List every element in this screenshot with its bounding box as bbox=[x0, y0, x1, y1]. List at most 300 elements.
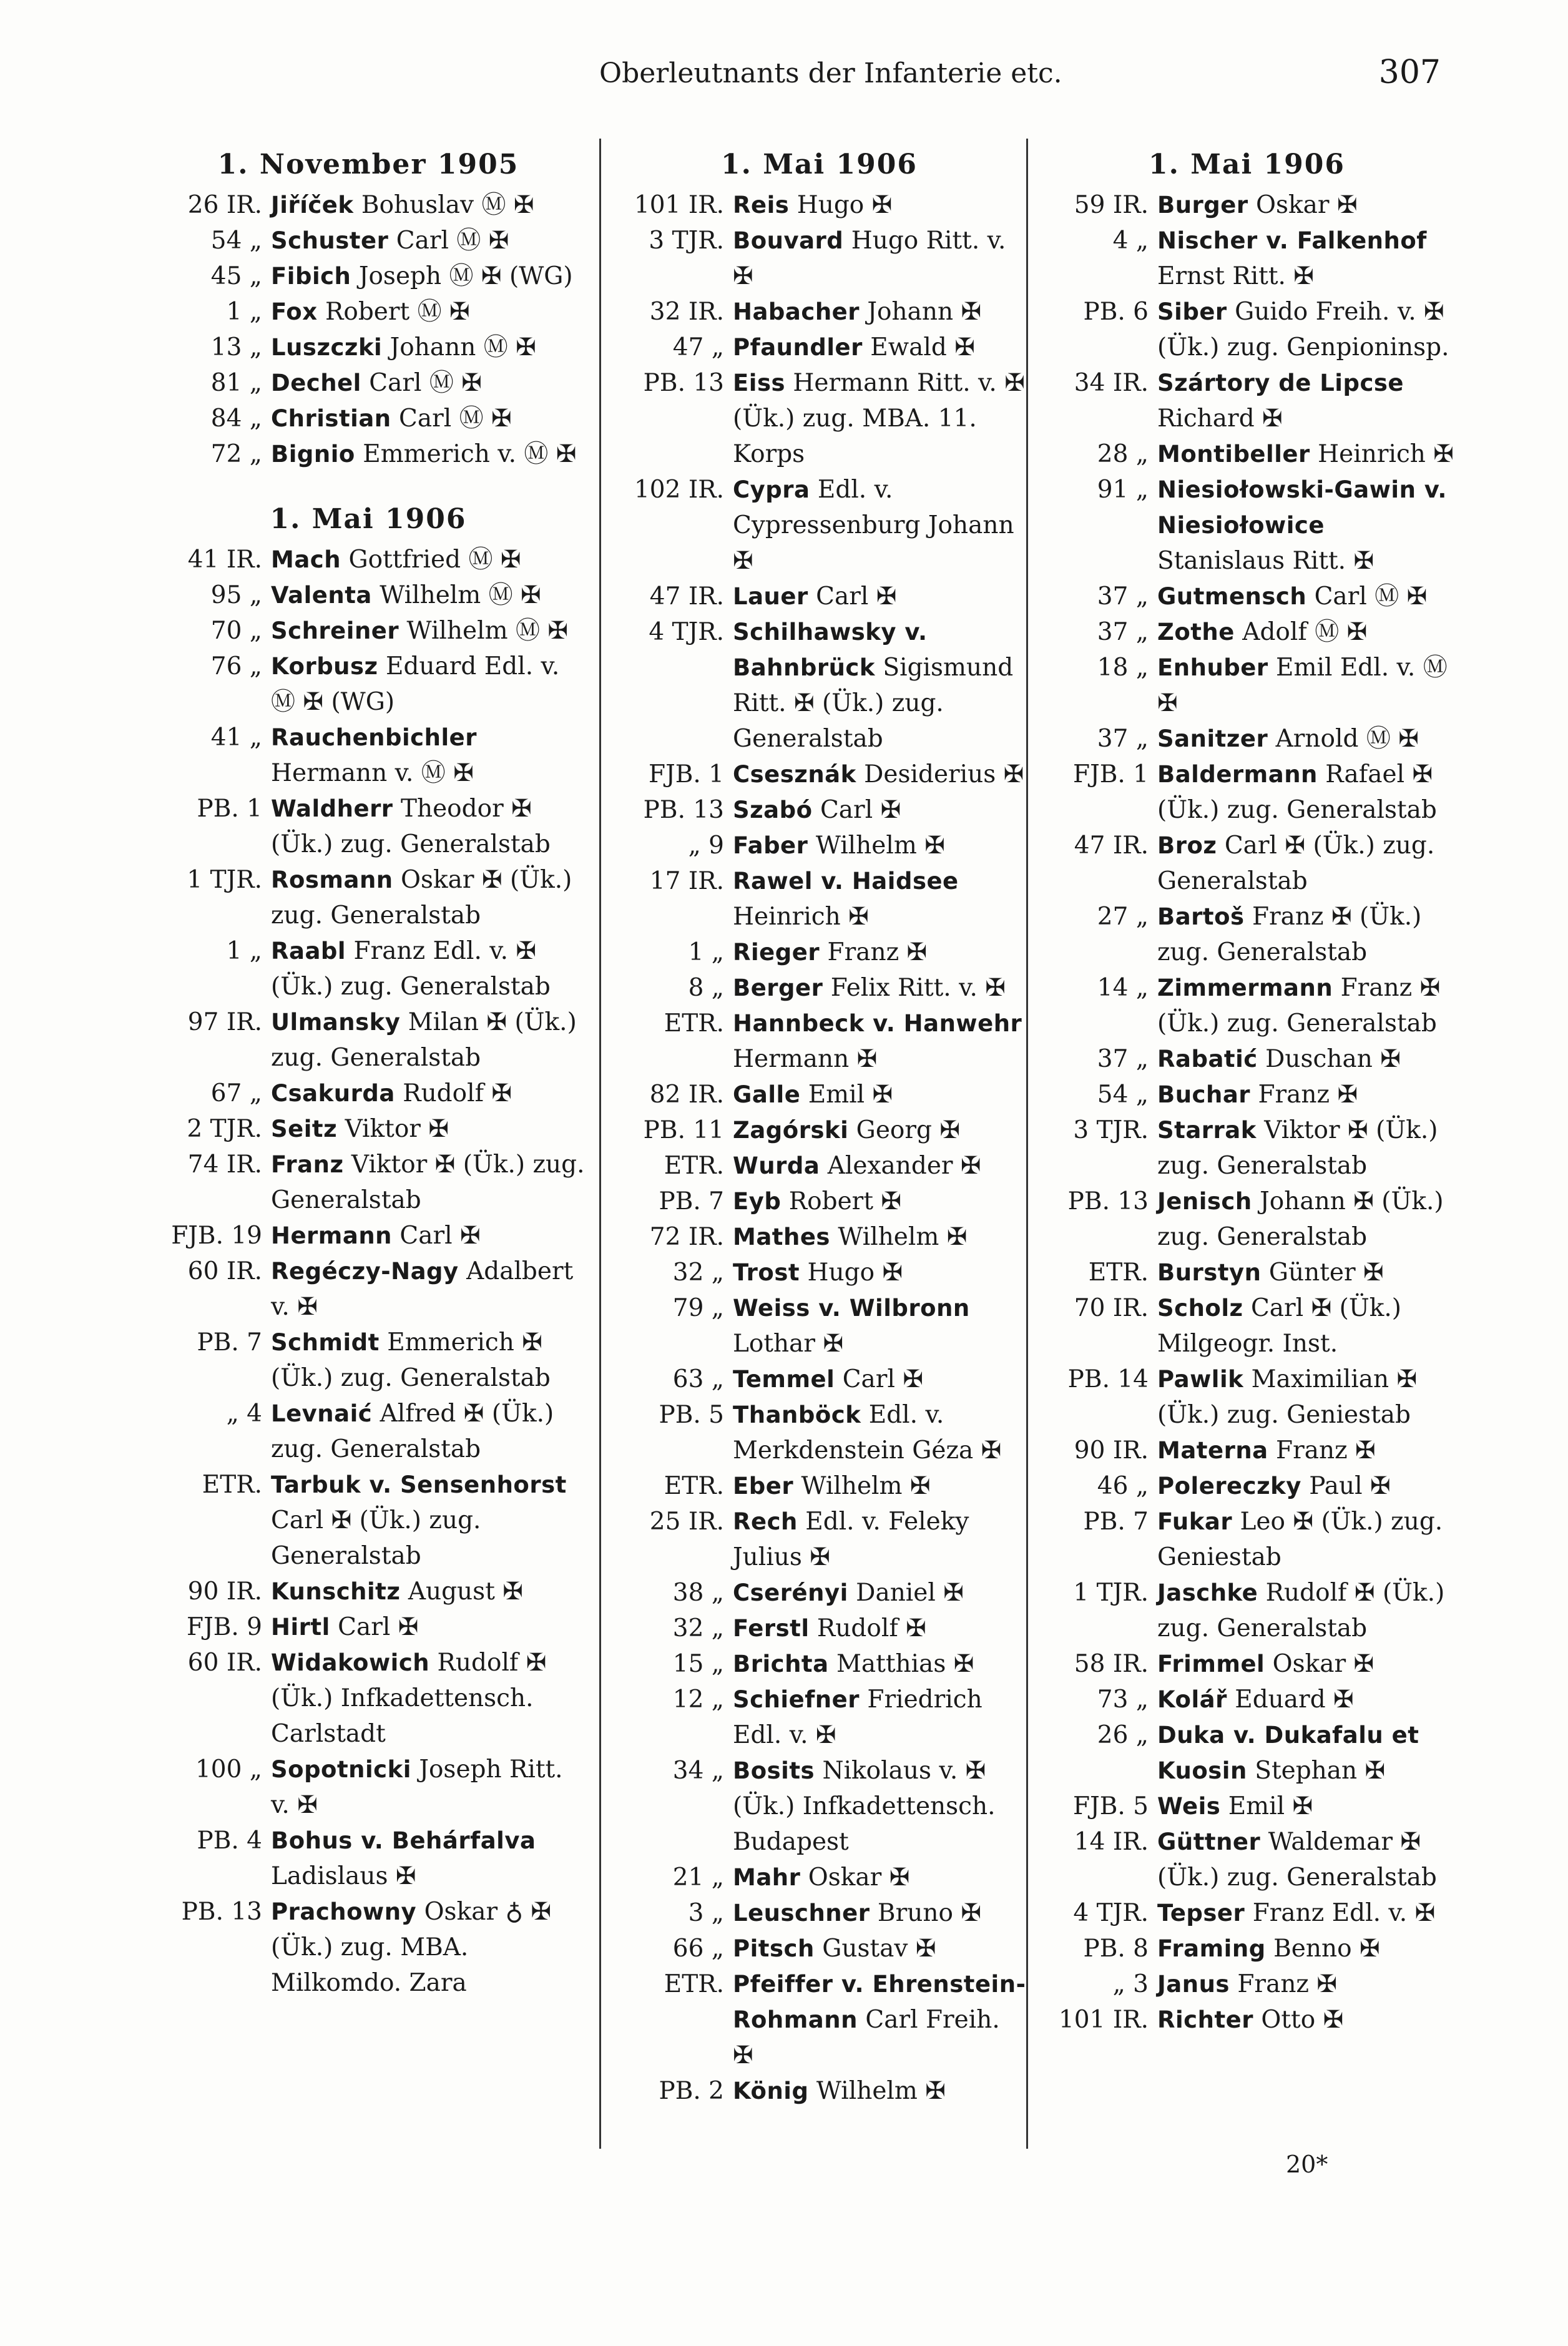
surname: Ulmansky bbox=[271, 1009, 401, 1036]
given-name-and-honours: Wilhelm ✠ bbox=[801, 1472, 931, 1500]
officer-details bbox=[1157, 721, 1458, 757]
roster-entry bbox=[612, 1931, 1027, 1966]
surname: Richter bbox=[1157, 2006, 1253, 2033]
unit-number: 91 „ bbox=[1097, 476, 1149, 504]
surname: Schuster bbox=[271, 227, 389, 254]
surname: Brichta bbox=[733, 1651, 829, 1677]
given-name-and-honours: Guido Freih. v. ✠ (Ük.) zug. Genpioninsp. bbox=[1157, 298, 1449, 361]
roster-entry bbox=[612, 1112, 1027, 1148]
surname: Bartoš bbox=[1157, 903, 1245, 930]
unit-number: FJB. 9 bbox=[187, 1613, 262, 1641]
surname: Ferstl bbox=[733, 1615, 810, 1642]
roster-entry bbox=[1036, 1255, 1458, 1290]
officer-details bbox=[1157, 828, 1458, 899]
roster-entry bbox=[612, 1682, 1027, 1753]
unit-number: 1 „ bbox=[226, 937, 262, 965]
roster-entry bbox=[1036, 1290, 1458, 1362]
given-name-and-honours: Stanislaus Ritt. ✠ bbox=[1157, 547, 1374, 575]
officer-details bbox=[271, 577, 587, 613]
roster-entry bbox=[612, 1255, 1027, 1290]
officer-details bbox=[271, 1645, 587, 1752]
surname: Korbusz bbox=[271, 653, 378, 680]
surname: Jaschke bbox=[1157, 1579, 1258, 1606]
surname: Burstyn bbox=[1157, 1259, 1262, 1286]
unit-number: 4 TJR. bbox=[649, 618, 724, 646]
given-name-and-honours: Alfred ✠ (Ük.) zug. Generalstab bbox=[271, 1400, 554, 1463]
officer-details bbox=[271, 791, 587, 862]
unit-number: PB. 11 bbox=[643, 1116, 724, 1144]
roster-entry bbox=[150, 294, 587, 330]
given-name-and-honours: Emil ✠ bbox=[1228, 1792, 1313, 1820]
roster-entry bbox=[1036, 365, 1458, 436]
surname: Franz bbox=[271, 1151, 344, 1178]
roster-entry bbox=[1036, 1504, 1458, 1575]
column-1 bbox=[150, 142, 587, 2001]
surname: Kolář bbox=[1157, 1686, 1227, 1713]
unit-number: 82 IR. bbox=[649, 1081, 724, 1109]
unit-number: 60 IR. bbox=[187, 1257, 262, 1285]
roster-entry bbox=[1036, 1931, 1458, 1966]
roster-entry bbox=[150, 1004, 587, 1076]
surname: Eiss bbox=[733, 370, 786, 396]
surname: Zimmermann bbox=[1157, 974, 1333, 1001]
unit-number: 26 „ bbox=[1097, 1721, 1149, 1749]
surname: Levnaić bbox=[271, 1400, 373, 1427]
unit-number: 34 „ bbox=[672, 1757, 724, 1785]
officer-details bbox=[1157, 1112, 1458, 1184]
officer-details bbox=[733, 1682, 1027, 1753]
surname: Schiefner bbox=[733, 1686, 860, 1713]
unit-number: 101 IR. bbox=[1058, 2006, 1149, 2034]
unit-number: PB. 14 bbox=[1067, 1365, 1149, 1393]
officer-details bbox=[733, 1575, 1027, 1611]
officer-details bbox=[271, 1111, 587, 1147]
given-name-and-honours: Richard ✠ bbox=[1157, 405, 1283, 433]
unit-number: 59 IR. bbox=[1074, 191, 1149, 219]
given-name-and-honours: Hugo Ritt. v. ✠ bbox=[733, 227, 1006, 290]
given-name-and-honours: Hermann Ritt. v. ✠ (Ük.) zug. MBA. 11. Korps bbox=[733, 369, 1025, 468]
officer-details bbox=[271, 1254, 587, 1325]
surname: Zagórski bbox=[733, 1117, 849, 1144]
surname: Cypra bbox=[733, 476, 810, 503]
officer-details bbox=[1157, 436, 1458, 472]
unit-number: PB. 13 bbox=[1067, 1187, 1149, 1215]
surname: Janus bbox=[1157, 1971, 1230, 1998]
given-name-and-honours: Waldemar ✠ (Ük.) zug. Generalstab bbox=[1157, 1828, 1437, 1892]
roster-entry bbox=[612, 828, 1027, 863]
unit-number: 81 „ bbox=[210, 369, 262, 397]
officer-details bbox=[1157, 1504, 1458, 1575]
unit-number: 45 „ bbox=[210, 262, 262, 290]
given-name-and-honours: Wilhelm ✠ bbox=[838, 1223, 968, 1251]
officer-details bbox=[1157, 1290, 1458, 1362]
given-name-and-honours: Felix Ritt. v. ✠ bbox=[830, 974, 1006, 1002]
unit-number: PB. 13 bbox=[643, 796, 724, 824]
roster-entry bbox=[1036, 436, 1458, 472]
roster-entry bbox=[150, 542, 587, 577]
page-number: 307 bbox=[1378, 54, 1441, 91]
unit-number: „ 4 bbox=[226, 1400, 262, 1428]
unit-number: 4 TJR. bbox=[1073, 1899, 1149, 1927]
roster-entry bbox=[612, 294, 1027, 330]
unit-number: ETR. bbox=[664, 1152, 724, 1180]
given-name-and-honours: Eduard ✠ bbox=[1235, 1686, 1354, 1714]
officer-details bbox=[1157, 365, 1458, 436]
surname: Trost bbox=[733, 1259, 800, 1286]
officer-details bbox=[271, 1218, 587, 1254]
officer-details bbox=[271, 1574, 587, 1609]
given-name-and-honours: Adolf Ⓜ ✠ bbox=[1242, 618, 1368, 646]
officer-details bbox=[733, 1611, 1027, 1646]
officer-details bbox=[733, 828, 1027, 863]
roster-entry bbox=[150, 1609, 587, 1645]
surname: Sanitzer bbox=[1157, 725, 1268, 752]
unit-number: 15 „ bbox=[672, 1650, 724, 1678]
roster-entry bbox=[150, 1396, 587, 1467]
roster-entry bbox=[150, 223, 587, 258]
officer-details bbox=[271, 330, 587, 365]
unit-number: 47 „ bbox=[672, 333, 724, 361]
officer-details bbox=[733, 1077, 1027, 1112]
roster-entry bbox=[1036, 1966, 1458, 2002]
given-name-and-honours: Wilhelm ✠ bbox=[816, 2077, 946, 2105]
roster-entry bbox=[612, 614, 1027, 757]
officer-details bbox=[1157, 1041, 1458, 1077]
given-name-and-honours: Viktor ✠ (Ük.) zug. Generalstab bbox=[1157, 1116, 1438, 1180]
roster-entry bbox=[612, 1646, 1027, 1682]
date-header: 1. November 1905 bbox=[217, 149, 519, 180]
unit-number: 47 IR. bbox=[1074, 832, 1149, 860]
unit-number: ETR. bbox=[664, 1970, 724, 1998]
unit-number: 72 „ bbox=[210, 440, 262, 468]
given-name-and-honours: Maximilian ✠ (Ük.) zug. Geniestab bbox=[1157, 1365, 1418, 1429]
surname: Baldermann bbox=[1157, 761, 1318, 788]
roster-entry bbox=[1036, 294, 1458, 365]
roster-entry bbox=[1036, 1433, 1458, 1468]
given-name-and-honours: Edl. v. Feleky Julius ✠ bbox=[733, 1508, 969, 1571]
unit-number: 37 „ bbox=[1097, 1045, 1149, 1073]
surname: Thanböck bbox=[733, 1401, 861, 1428]
surname: Cserényi bbox=[733, 1579, 848, 1606]
unit-number: PB. 13 bbox=[181, 1898, 262, 1926]
given-name-and-honours: Lothar ✠ bbox=[733, 1330, 844, 1358]
surname: Starrak bbox=[1157, 1117, 1257, 1144]
officer-details bbox=[271, 649, 587, 720]
roster-entry bbox=[150, 1467, 587, 1574]
roster-entry bbox=[1036, 1362, 1458, 1433]
roster-entry bbox=[150, 1325, 587, 1396]
given-name-and-honours: Emil Edl. v. Ⓜ ✠ bbox=[1157, 654, 1448, 717]
surname: Weiss v. Wilbronn bbox=[733, 1295, 970, 1322]
officer-details bbox=[733, 2073, 1027, 2109]
roster-entry bbox=[1036, 650, 1458, 721]
unit-number: PB. 8 bbox=[1083, 1935, 1149, 1963]
roster-entry bbox=[150, 1254, 587, 1325]
given-name-and-honours: Bruno ✠ bbox=[877, 1899, 981, 1927]
surname: Reis bbox=[733, 192, 790, 218]
unit-number: „ 3 bbox=[1112, 1970, 1149, 1998]
given-name-and-honours: Carl Freih. ✠ bbox=[733, 2006, 1000, 2069]
surname: Fukar bbox=[1157, 1508, 1233, 1535]
given-name-and-honours: Viktor ✠ (Ük.) zug. Generalstab bbox=[271, 1151, 585, 1214]
officer-details bbox=[271, 294, 587, 330]
surname: Lauer bbox=[733, 583, 808, 610]
officer-details bbox=[271, 1147, 587, 1218]
given-name-and-honours: Carl ✠ bbox=[399, 1222, 481, 1250]
roster-entry bbox=[150, 1218, 587, 1254]
roster-entry bbox=[1036, 1717, 1458, 1789]
officer-details bbox=[733, 1112, 1027, 1148]
surname: Regéczy-Nagy bbox=[271, 1258, 459, 1285]
surname: Mahr bbox=[733, 1864, 801, 1891]
unit-number: 1 „ bbox=[226, 298, 262, 326]
roster-entry bbox=[150, 1752, 587, 1823]
officer-details bbox=[1157, 1824, 1458, 1895]
date-header: 1. Mai 1906 bbox=[270, 503, 467, 535]
surname: Temmel bbox=[733, 1366, 835, 1393]
roster-entry bbox=[150, 1111, 587, 1147]
officer-details bbox=[271, 401, 587, 436]
surname: Scholz bbox=[1157, 1295, 1243, 1322]
surname: Szabó bbox=[733, 797, 813, 823]
given-name-and-honours: Robert Ⓜ ✠ bbox=[325, 298, 470, 326]
roster-entry bbox=[612, 365, 1027, 472]
surname: Bosits bbox=[733, 1757, 815, 1784]
roster-entry bbox=[150, 1574, 587, 1609]
roster-entry bbox=[150, 365, 587, 401]
unit-number: 37 „ bbox=[1097, 618, 1149, 646]
surname: Csakurda bbox=[271, 1080, 395, 1107]
surname: Schreiner bbox=[271, 617, 399, 644]
given-name-and-honours: Edl. v. Merkdenstein Géza ✠ bbox=[733, 1401, 1002, 1465]
unit-number: 58 IR. bbox=[1074, 1650, 1149, 1678]
column-3 bbox=[1036, 142, 1458, 2038]
given-name-and-honours: Eduard Edl. v. Ⓜ ✠ (WG) bbox=[271, 652, 560, 716]
surname: Fibich bbox=[271, 263, 351, 290]
surname: Zothe bbox=[1157, 619, 1235, 645]
officer-details bbox=[271, 1609, 587, 1645]
unit-number: PB. 1 bbox=[197, 795, 262, 823]
given-name-and-honours: Oskar ✠ bbox=[1256, 191, 1358, 219]
surname: Luszczki bbox=[271, 334, 383, 361]
officer-details bbox=[1157, 187, 1458, 223]
given-name-and-honours: Johann ✠ (Ük.) zug. Generalstab bbox=[1157, 1187, 1444, 1251]
roster-entry bbox=[150, 862, 587, 933]
surname: Nischer v. Falkenhof bbox=[1157, 227, 1427, 254]
given-name-and-honours: Carl ✠ bbox=[816, 582, 897, 611]
given-name-and-honours: Wilhelm Ⓜ ✠ bbox=[406, 617, 569, 645]
unit-number: 79 „ bbox=[672, 1294, 724, 1322]
unit-number: 28 „ bbox=[1097, 440, 1149, 468]
given-name-and-honours: Oskar ♁ ✠ (Ük.) zug. MBA. Milkomdo. Zara bbox=[271, 1898, 552, 1997]
officer-details bbox=[1157, 1717, 1458, 1789]
given-name-and-honours: Daniel ✠ bbox=[856, 1579, 964, 1607]
surname: Weis bbox=[1157, 1793, 1221, 1820]
given-name-and-honours: Wilhelm Ⓜ ✠ bbox=[380, 581, 541, 609]
surname: Pawlik bbox=[1157, 1366, 1244, 1393]
officer-details bbox=[733, 1290, 1027, 1362]
roster-entry bbox=[1036, 1789, 1458, 1824]
roster-entry bbox=[612, 472, 1027, 579]
given-name-and-honours: Carl ✠ (Ük.) zug. Generalstab bbox=[271, 1506, 481, 1570]
roster-entry bbox=[612, 1895, 1027, 1931]
roster-entry bbox=[1036, 757, 1458, 828]
unit-number: 32 „ bbox=[672, 1259, 724, 1287]
roster-entry bbox=[1036, 721, 1458, 757]
roster-entry bbox=[612, 1468, 1027, 1504]
surname: Leuschner bbox=[733, 1900, 870, 1926]
surname: Rosmann bbox=[271, 866, 393, 893]
surname: Duka v. Dukafalu et Kuosin bbox=[1157, 1722, 1419, 1784]
roster-entry bbox=[612, 792, 1027, 828]
officer-details bbox=[271, 1396, 587, 1467]
surname: König bbox=[733, 2078, 809, 2104]
given-name-and-honours: Duschan ✠ bbox=[1265, 1045, 1401, 1073]
officer-details bbox=[733, 294, 1027, 330]
officer-details bbox=[733, 614, 1027, 757]
unit-number: 27 „ bbox=[1097, 903, 1149, 931]
surname: Habacher bbox=[733, 298, 860, 325]
officer-details bbox=[1157, 1362, 1458, 1433]
surname: Pfeiffer v. Ehrenstein-Rohmann bbox=[733, 1971, 1026, 2033]
given-name-and-honours: Ewald ✠ bbox=[870, 333, 975, 361]
officer-details bbox=[1157, 970, 1458, 1041]
column-2 bbox=[612, 142, 1027, 2109]
unit-number: FJB. 1 bbox=[1073, 760, 1149, 788]
roster-entry bbox=[150, 613, 587, 649]
roster-entry bbox=[150, 258, 587, 294]
unit-number: 21 „ bbox=[672, 1863, 724, 1892]
roster-entry bbox=[150, 1894, 587, 2001]
roster-entry bbox=[612, 1077, 1027, 1112]
surname: Materna bbox=[1157, 1437, 1268, 1464]
officer-details bbox=[733, 1504, 1027, 1575]
officer-details bbox=[271, 1076, 587, 1111]
given-name-and-honours: Ladislaus ✠ bbox=[271, 1862, 416, 1890]
given-name-and-honours: Franz ✠ bbox=[827, 938, 928, 966]
given-name-and-honours: Rafael ✠ (Ük.) zug. Generalstab bbox=[1157, 760, 1437, 824]
surname: Rauchenbichler bbox=[271, 724, 477, 751]
given-name-and-honours: Alexander ✠ bbox=[827, 1152, 981, 1180]
given-name-and-honours: Nikolaus v. ✠ (Ük.) Infkadettensch. Budapest bbox=[733, 1757, 996, 1856]
given-name-and-honours: Bohuslav Ⓜ ✠ bbox=[361, 191, 534, 219]
officer-details bbox=[271, 1823, 587, 1894]
unit-number: 13 „ bbox=[210, 333, 262, 361]
given-name-and-honours: Franz Edl. v. ✠ bbox=[1252, 1899, 1436, 1927]
given-name-and-honours: Theodor ✠ (Ük.) zug. Generalstab bbox=[271, 795, 551, 858]
officer-details bbox=[733, 792, 1027, 828]
unit-number: PB. 6 bbox=[1083, 298, 1149, 326]
given-name-and-honours: Franz Edl. v. ✠ (Ük.) zug. Generalstab bbox=[271, 937, 551, 1001]
roster-entry bbox=[612, 1219, 1027, 1255]
roster-entry bbox=[1036, 472, 1458, 579]
given-name-and-honours: Carl ✠ bbox=[338, 1613, 419, 1641]
column-divider bbox=[599, 139, 601, 2149]
roster-entry bbox=[150, 436, 587, 472]
officer-details bbox=[1157, 223, 1458, 294]
given-name-and-honours: Carl ✠ bbox=[820, 796, 901, 824]
surname: Rawel v. Haidsee bbox=[733, 868, 959, 895]
roster-entry bbox=[1036, 970, 1458, 1041]
surname: Fox bbox=[271, 298, 318, 325]
surname: Prachowny bbox=[271, 1898, 417, 1925]
unit-number: „ 9 bbox=[688, 832, 724, 860]
surname: Enhuber bbox=[1157, 654, 1268, 681]
given-name-and-honours: Hugo ✠ bbox=[796, 191, 893, 219]
officer-details bbox=[733, 1148, 1027, 1184]
given-name-and-honours: Otto ✠ bbox=[1261, 2006, 1344, 2034]
officer-details bbox=[733, 1468, 1027, 1504]
unit-number: 34 IR. bbox=[1074, 369, 1149, 397]
given-name-and-honours: Carl ✠ (Ük.) zug. Generalstab bbox=[1157, 832, 1435, 895]
page-header bbox=[0, 54, 1568, 101]
officer-details bbox=[733, 330, 1027, 365]
officer-details bbox=[1157, 757, 1458, 828]
officer-details bbox=[733, 935, 1027, 970]
officer-details bbox=[733, 1646, 1027, 1682]
unit-number: 41 IR. bbox=[187, 546, 262, 574]
officer-details bbox=[733, 970, 1027, 1006]
unit-number: 3 TJR. bbox=[1073, 1116, 1149, 1144]
given-name-and-honours: Edl. v. Cypressenburg Johann ✠ bbox=[733, 476, 1014, 575]
officer-details bbox=[733, 1860, 1027, 1895]
given-name-and-honours: Carl ✠ (Ük.) Milgeogr. Inst. bbox=[1157, 1294, 1401, 1358]
roster-entry bbox=[1036, 187, 1458, 223]
given-name-and-honours: Carl Ⓜ ✠ bbox=[399, 405, 512, 433]
unit-number: 97 IR. bbox=[187, 1008, 262, 1036]
surname: Kunschitz bbox=[271, 1578, 401, 1605]
officer-details bbox=[733, 365, 1027, 472]
unit-number: 18 „ bbox=[1097, 654, 1149, 682]
unit-number: 1 TJR. bbox=[187, 866, 262, 894]
surname: Berger bbox=[733, 974, 823, 1001]
unit-number: 60 IR. bbox=[187, 1649, 262, 1677]
roster-entry bbox=[612, 330, 1027, 365]
surname: Siber bbox=[1157, 298, 1227, 325]
officer-details bbox=[733, 223, 1027, 294]
given-name-and-honours: Franz ✠ bbox=[1276, 1436, 1376, 1465]
roster-entry bbox=[612, 1504, 1027, 1575]
officer-details bbox=[733, 1219, 1027, 1255]
unit-number: PB. 7 bbox=[197, 1328, 262, 1357]
officer-details bbox=[733, 1895, 1027, 1931]
roster-entry bbox=[1036, 1575, 1458, 1646]
surname: Sopotnicki bbox=[271, 1756, 411, 1783]
officer-details bbox=[733, 1006, 1027, 1077]
unit-number: 63 „ bbox=[672, 1365, 724, 1393]
unit-number: 32 IR. bbox=[649, 298, 724, 326]
surname: Szártory de Lipcse bbox=[1157, 370, 1404, 396]
roster-entry bbox=[612, 187, 1027, 223]
given-name-and-honours: Günter ✠ bbox=[1268, 1259, 1384, 1287]
officer-details bbox=[733, 1753, 1027, 1860]
surname: Csesznák bbox=[733, 761, 856, 788]
surname: Bohus v. Behárfalva bbox=[271, 1827, 536, 1854]
surname: Rech bbox=[733, 1508, 798, 1535]
surname: Eyb bbox=[733, 1188, 782, 1215]
unit-number: 74 IR. bbox=[187, 1151, 262, 1179]
surname: Broz bbox=[1157, 832, 1217, 859]
unit-number: 100 „ bbox=[195, 1755, 262, 1784]
roster-entry bbox=[1036, 1184, 1458, 1255]
roster-entry bbox=[612, 1006, 1027, 1077]
officer-details bbox=[733, 187, 1027, 223]
officer-details bbox=[1157, 1255, 1458, 1290]
officer-details bbox=[271, 258, 587, 294]
unit-number: 70 „ bbox=[210, 617, 262, 645]
officer-details bbox=[271, 720, 587, 791]
given-name-and-honours: Rudolf ✠ (Ük.) Infkadettensch. Carlstadt bbox=[271, 1649, 547, 1748]
